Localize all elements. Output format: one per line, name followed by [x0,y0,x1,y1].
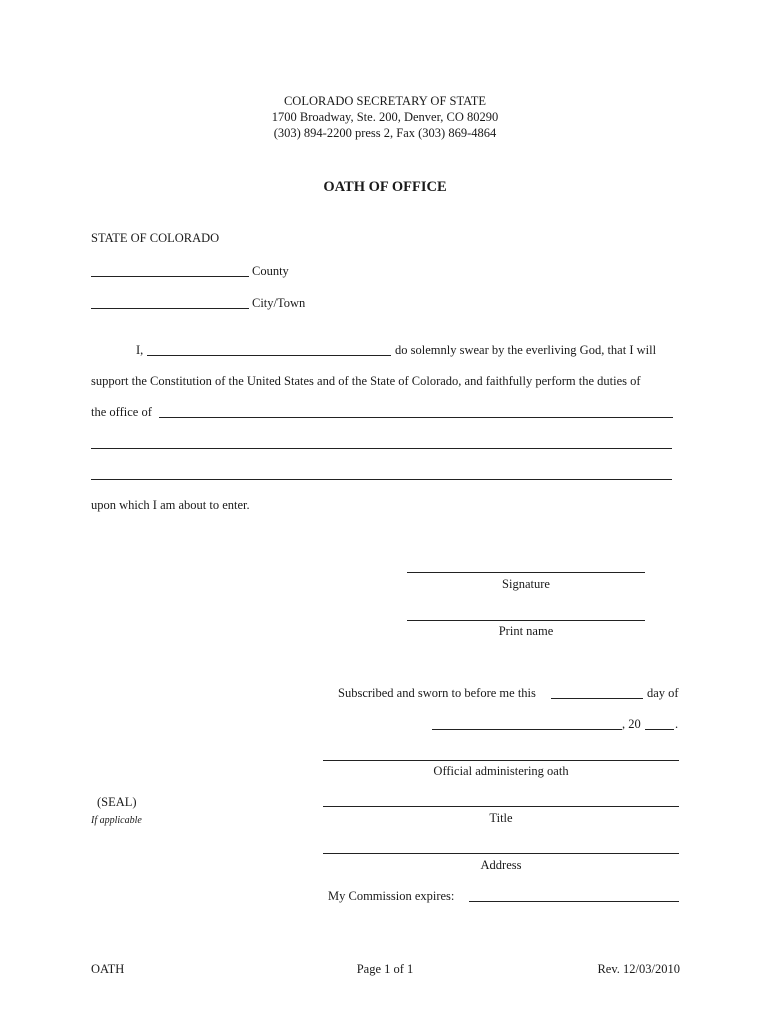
office-prefix: the office of [91,405,152,419]
official-label: Official administering oath [433,764,569,778]
print-name-label: Print name [498,624,554,638]
seal-label: (SEAL) [97,795,137,809]
page-title: OATH OF OFFICE [323,179,447,195]
oath-i-prefix: I, [136,343,144,357]
office-field-line-3[interactable] [91,479,672,480]
signature-field[interactable] [407,572,645,573]
city-town-label: City/Town [252,296,306,310]
day-of-label: day of [647,686,679,700]
year-field[interactable] [645,729,674,730]
county-label: County [252,264,289,278]
footer-revision: Rev. 12/03/2010 [597,962,680,976]
office-field[interactable] [159,417,673,418]
agency-address: 1700 Broadway, Ste. 200, Denver, CO 80290 [271,110,499,124]
office-field-line-2[interactable] [91,448,672,449]
oath-line-2: support the Constitution of the United States and of the State of Colorado, and faithfully perform the duties of [91,374,641,388]
commission-expires-field[interactable] [469,901,679,902]
seal-note: If applicable [91,815,142,826]
day-field[interactable] [551,698,643,699]
title-field[interactable] [323,806,679,807]
year-prefix: , 20 [622,717,641,731]
agency-phone: (303) 894-2200 press 2, Fax (303) 869-4864 [273,126,497,140]
commission-label: My Commission expires: [328,889,455,903]
oath-swear-text: do solemnly swear by the everliving God, that I will [395,343,657,357]
name-field[interactable] [147,355,391,356]
oath-closing: upon which I am about to enter. [91,498,250,512]
city-town-field[interactable] [91,308,249,309]
footer-page-number: Page 1 of 1 [356,962,414,976]
county-field[interactable] [91,276,249,277]
month-field[interactable] [432,729,622,730]
print-name-field[interactable] [407,620,645,621]
footer-form-code: OATH [91,962,125,976]
subscribed-prefix: Subscribed and sworn to before me this [338,686,536,700]
signature-label: Signature [502,577,550,591]
address-label: Address [480,858,522,872]
state-line: STATE OF COLORADO [91,231,220,245]
address-field[interactable] [323,853,679,854]
title-label: Title [489,811,513,825]
year-suffix: . [675,717,679,731]
official-field[interactable] [323,760,679,761]
agency-name: COLORADO SECRETARY OF STATE [283,94,487,108]
